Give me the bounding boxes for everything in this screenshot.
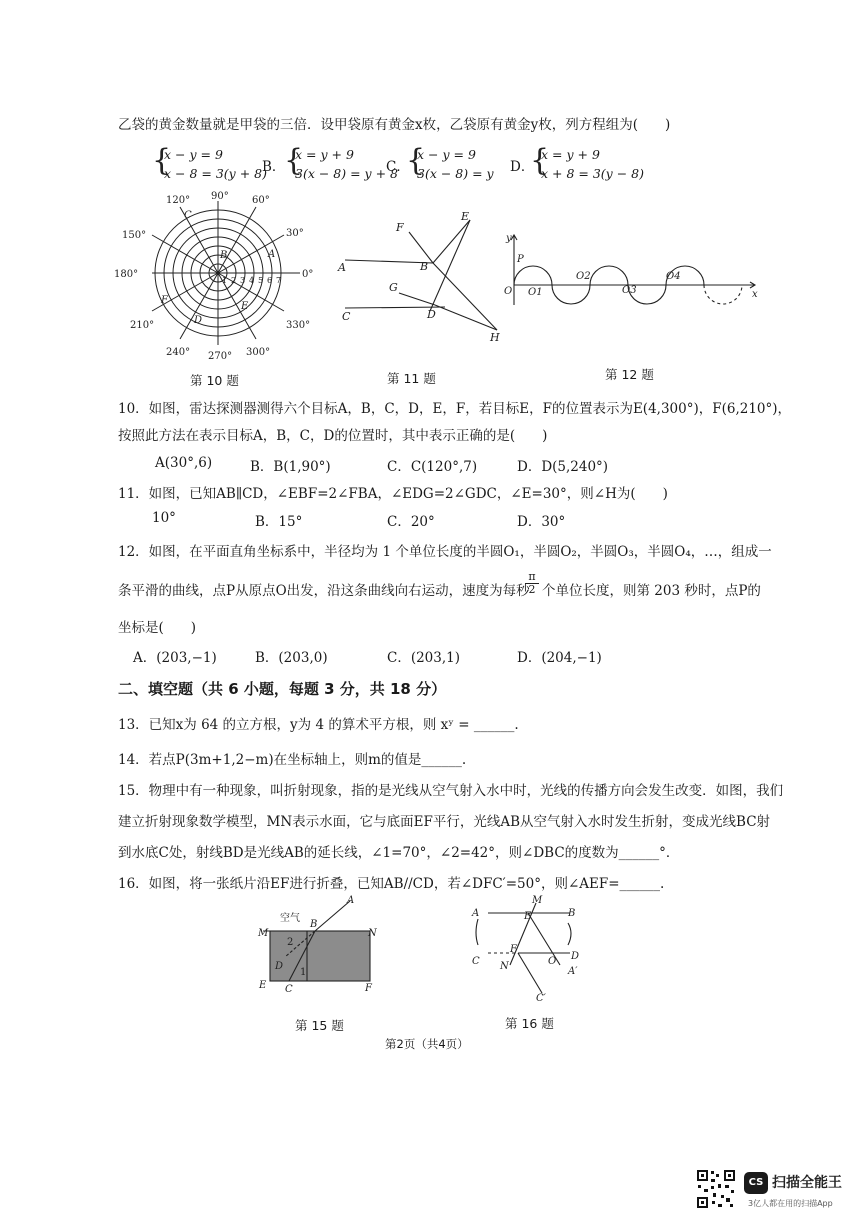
q9-option-c-letter: C． — [386, 159, 410, 175]
point-label: C — [184, 210, 192, 221]
angle-label: 270° — [208, 351, 233, 362]
q11-line1: 11．如图，已知AB∥CD，∠EBF=2∠FBA，∠EDG=2∠GDC，∠E=30°，则∠H为( ) — [118, 486, 668, 502]
figure-11 — [335, 205, 513, 350]
point-label: N — [368, 928, 377, 939]
q15-line3: 到水底C处，射线BD是光线AB的延长线，∠1=70°，∠2=42°，则∠DBC的度数为______°． — [118, 845, 680, 861]
q10-option-c: C．C(120°,7) — [387, 459, 478, 475]
point-label: O1 — [528, 287, 543, 298]
q9-option-d: x = y + 9 x + 8 = 3(y − 8) — [541, 147, 644, 181]
q11-option-d: D．30° — [517, 514, 566, 530]
q12-option-a: A．(203,−1) — [133, 650, 217, 666]
point-label: M — [532, 895, 543, 906]
q12-option-b: B．(203,0) — [255, 650, 328, 666]
angle-label: 30° — [286, 228, 304, 239]
point-label: B — [420, 260, 429, 273]
q12-option-c: C．(203,1) — [387, 650, 461, 666]
angle-label: 180° — [114, 269, 139, 280]
angle-label: 210° — [130, 320, 155, 331]
radius-label: 5 — [258, 276, 264, 285]
point-label: C′ — [536, 993, 546, 1003]
q10-line1: 10．如图，雷达探测器测得六个目标A，B，C，D，E，F，若目标E，F的位置表示为E(4,300°)，F(6,210°)， — [118, 401, 792, 417]
angle-label: 1 — [300, 967, 307, 978]
radius-label: 3 — [240, 276, 246, 285]
point-label: N — [500, 961, 509, 972]
point-label: A — [338, 261, 346, 274]
axis-label: y — [506, 233, 512, 244]
radius-label: 2 — [231, 276, 237, 285]
point-label: A′ — [568, 966, 578, 977]
q16: 16．如图，将一张纸片沿EF进行折叠，已知AB//CD，若∠DFC′=50°，则∠AEF=______. — [118, 876, 665, 892]
radius-label: 7 — [276, 276, 282, 285]
scanner-tagline: 3亿人都在用的扫描App — [748, 1199, 833, 1208]
q12-line2b: 个单位长度，则第 203 秒时，点P的 — [542, 583, 761, 599]
point-label: D — [194, 315, 203, 326]
air-label: 空气 — [280, 913, 300, 924]
point-label: E — [461, 210, 470, 223]
angle-label: 300° — [246, 347, 271, 358]
point-label: E — [259, 980, 267, 991]
point-label: E — [524, 911, 532, 922]
point-label: C — [342, 310, 351, 323]
point-label: F — [161, 295, 168, 306]
q12-line2a: 条平滑的曲线，点P从原点O出发，沿这条曲线向右运动，速度为每秒 — [118, 583, 530, 599]
radius-label: 6 — [267, 276, 273, 285]
q15-line2: 建立折射现象数学模型，MN表示水面，它与底面EF平行，光线AB从空气射入水时发生折射，变成光线BC射 — [118, 814, 771, 830]
q14: 14．若点P(3m+1,2−m)在坐标轴上，则m的值是______. — [118, 752, 467, 768]
figure-11-caption: 第 11 题 — [387, 371, 436, 386]
figure-15-caption: 第 15 题 — [295, 1018, 344, 1033]
point-label: B — [220, 250, 228, 261]
scanner-app-name: 扫描全能王 — [772, 1175, 842, 1191]
q9-option-c: x − y = 9 3(x − 8) = y — [417, 147, 494, 181]
angle-label: 0° — [302, 269, 314, 280]
q10-option-a: A(30°,6) — [155, 455, 213, 471]
point-label: D — [427, 308, 436, 321]
q9-option-b: x = y + 9 3(x − 8) = y + 8 — [295, 147, 398, 181]
angle-label: 60° — [252, 195, 270, 206]
point-label: O3 — [622, 285, 637, 296]
figure-12 — [500, 225, 765, 315]
qr-code-icon — [695, 1168, 737, 1210]
figure-10-radar — [110, 185, 330, 365]
intro-line: 乙袋的黄金数量就是甲袋的三倍．设甲袋原有黄金x枚，乙袋原有黄金y枚，列方程组为( ) — [118, 117, 671, 133]
point-label: O — [548, 956, 557, 967]
q12-option-d: D．(204,−1) — [517, 650, 602, 666]
point-label: C — [472, 956, 480, 967]
q13: 13．已知x为 64 的立方根，y为 4 的算术平方根，则 xʸ = ______. — [118, 717, 519, 733]
point-label: A — [268, 249, 276, 260]
angle-label: 120° — [166, 195, 191, 206]
q9-option-d-letter: D． — [510, 159, 535, 175]
point-label: B — [310, 919, 318, 930]
q10-option-d: D．D(5,240°) — [517, 459, 609, 475]
brace: { — [530, 143, 550, 178]
radius-label: 1 — [222, 276, 228, 285]
point-label: E — [241, 301, 249, 312]
point-label: M — [258, 928, 269, 939]
point-label: D — [571, 951, 580, 962]
axis-label: x — [752, 289, 758, 300]
point-label: P — [517, 254, 524, 265]
angle-label: 240° — [166, 347, 191, 358]
point-label: O4 — [666, 271, 681, 282]
point-label: C — [285, 984, 293, 995]
point-label: O2 — [576, 271, 591, 282]
q9-option-b-letter: B． — [262, 159, 286, 175]
angle-label: 150° — [122, 230, 147, 241]
fraction-denominator: 2 — [528, 583, 536, 596]
angle-label: 90° — [211, 191, 229, 202]
q10-option-b: B．B(1,90°) — [250, 459, 331, 475]
point-label: B — [568, 908, 576, 919]
point-label: F — [365, 983, 372, 994]
radius-label: 4 — [249, 276, 255, 285]
point-label: O — [504, 286, 513, 297]
section-2-title: 二、填空题（共 6 小题，每题 3 分，共 18 分） — [118, 680, 447, 698]
brace: { — [406, 143, 426, 178]
q12-line1: 12．如图，在平面直角坐标系中，半径均为 1 个单位长度的半圆O₁，半圆O₂，半圆O₃，半圆O₄，…，组成一 — [118, 544, 772, 560]
q11-option-c: C．20° — [387, 514, 435, 530]
scanner-logo-icon: CS — [744, 1172, 768, 1194]
brace: { — [152, 143, 172, 178]
point-label: A — [347, 895, 355, 906]
q15-line1: 15．物理中有一种现象，叫折射现象，指的是光线从空气射入水中时，光线的传播方向会发生改变．如图，我们 — [118, 783, 784, 799]
point-label: D — [275, 961, 284, 972]
figure-16 — [460, 893, 600, 1003]
point-label: G — [389, 281, 398, 294]
angle-label: 2 — [287, 937, 294, 948]
figure-15 — [255, 895, 385, 995]
q12-fraction — [525, 571, 539, 596]
q11-option-b: B．15° — [255, 514, 303, 530]
q10-line2: 按照此方法在表示目标A，B，C，D的位置时，其中表示正确的是( ) — [118, 428, 548, 444]
point-label: H — [490, 331, 500, 344]
brace: { — [284, 143, 304, 178]
point-label: F — [510, 944, 517, 955]
figure-16-caption: 第 16 题 — [505, 1016, 554, 1031]
q11-option-a: 10° — [152, 510, 176, 526]
point-label: F — [396, 221, 404, 234]
figure-10-caption: 第 10 题 — [190, 373, 239, 388]
point-label: A — [472, 908, 480, 919]
figure-12-caption: 第 12 题 — [605, 367, 654, 382]
page-footer: 第2页（共4页） — [385, 1037, 469, 1051]
angle-label: 330° — [286, 320, 311, 331]
fraction-numerator: π — [525, 571, 539, 584]
q12-line3: 坐标是( ) — [118, 620, 197, 636]
q9-option-a: x − y = 9 x − 8 = 3(y + 8) — [164, 147, 267, 181]
